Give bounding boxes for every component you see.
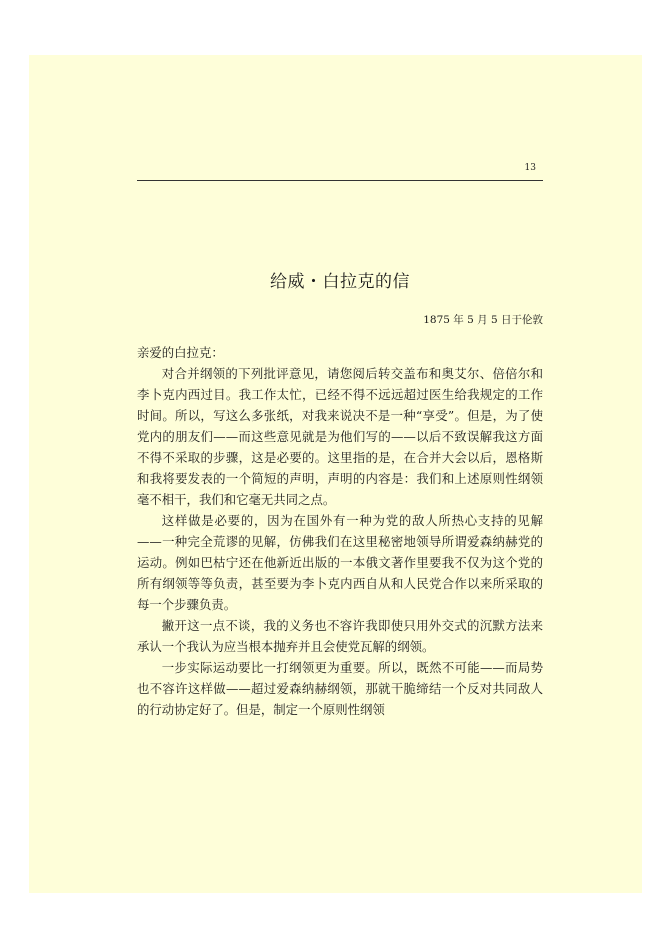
salutation: 亲爱的白拉克：	[137, 345, 224, 360]
paragraph-1: 对合并纲领的下列批评意见，请您阅后转交盖布和奥艾尔、倍倍尔和李卜克内西过目。我工作太忙，已经不得不远远超过医生给我规定的工作时间。所以，写这么多张纸，对我来说决不是一种“享受”。但是，为了使党内的朋友们——而这些意见就是为他们写的——以后不致误解我这方面不得不采取的步骤，这是必要的。这里指的是，在合并大会以后，恩格斯和我将要发表的一个简短的声明，声明的内容是：我们和上述原则性纲领毫不相干，我们和它毫无共同之点。	[137, 366, 543, 507]
header-rule	[137, 180, 543, 181]
dateline: 1875 年 5 月 5 日于伦敦	[423, 314, 543, 326]
paragraph-4: 一步实际运动要比一打纲领更为重要。所以，既然不可能——而局势也不容许这样做——超过爱森纳赫纲领，那就干脆缔结一个反对共同敌人的行动协定好了。但是，制定一个原则性纲领	[137, 660, 543, 717]
paragraph-3: 撇开这一点不谈，我的义务也不容许我即使只用外交式的沉默方法来承认一个我认为应当根本抛弃并且会使党瓦解的纲领。	[137, 618, 543, 654]
page-number: 13	[524, 163, 536, 173]
letter-title: 给威・白拉克的信	[270, 272, 410, 292]
paragraph-2: 这样做是必要的，因为在国外有一种为党的敌人所热心支持的见解——一种完全荒谬的见解，仿佛我们在这里秘密地领导所谓爱森纳赫党的运动。例如巴枯宁还在他新近出版的一本俄文著作里要我不仅为这个党的所有纲领等等负责，甚至要为李卜克内西自从和人民党合作以来所采取的每一个步骤负责。	[137, 513, 543, 612]
letter-body	[137, 342, 543, 720]
